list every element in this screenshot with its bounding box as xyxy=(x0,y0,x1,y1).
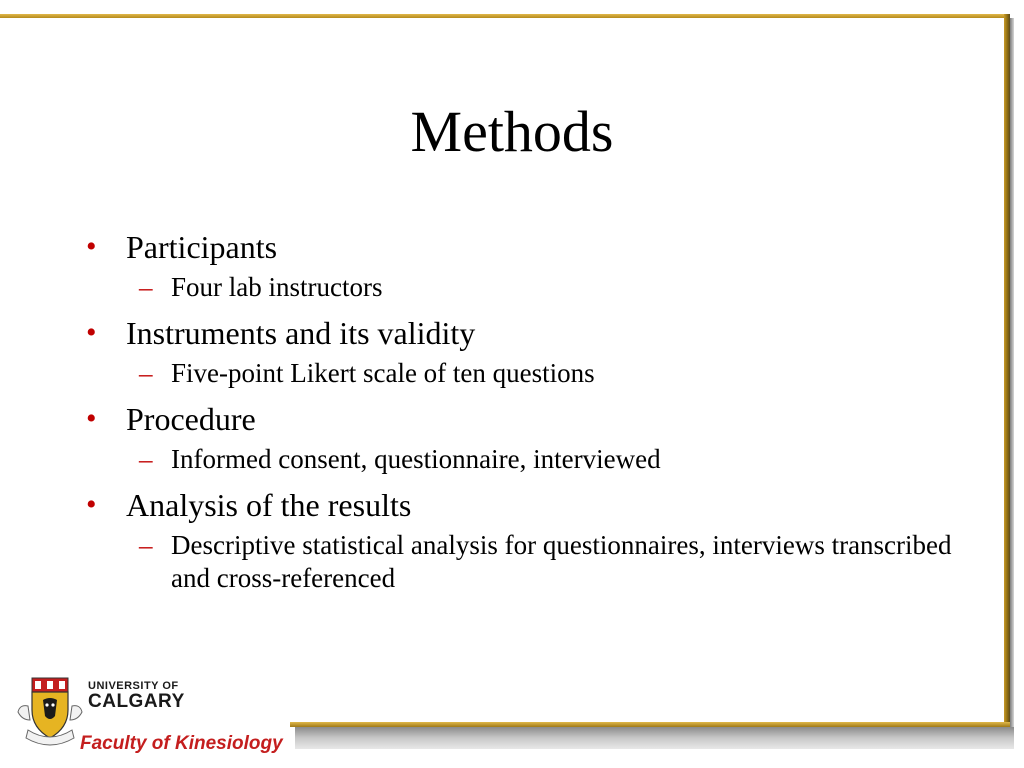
sub-bullet-text: Four lab instructors xyxy=(171,272,383,302)
sub-bullet-item xyxy=(86,357,986,390)
sub-bullet-marker: – xyxy=(139,272,153,302)
university-name-line1: UNIVERSITY OF xyxy=(88,680,179,692)
bullet-text: Procedure xyxy=(126,401,256,437)
sub-bullet-marker: – xyxy=(139,444,153,474)
faculty-name: Faculty of Kinesiology xyxy=(80,733,283,754)
bullet-list xyxy=(86,228,986,595)
sub-bullet-item xyxy=(86,443,986,476)
sub-bullet-item xyxy=(86,529,986,595)
bullet-marker: • xyxy=(86,402,97,435)
bullet-marker: • xyxy=(86,488,97,521)
frame-top-border xyxy=(0,14,1006,18)
sub-bullet-text: Informed consent, questionnaire, interviewed xyxy=(171,444,661,474)
sub-bullet-item xyxy=(86,271,986,304)
sub-bullet-text: Descriptive statistical analysis for questionnaires, interviews transcribed and cross-referenced xyxy=(171,530,952,593)
sub-bullet-marker: – xyxy=(139,358,153,388)
bullet-marker: • xyxy=(86,316,97,349)
bullet-item xyxy=(86,228,986,266)
bullet-marker: • xyxy=(86,230,97,263)
bullet-text: Participants xyxy=(126,229,278,265)
sub-bullet-text: Five-point Likert scale of ten questions xyxy=(171,358,595,388)
bullet-item xyxy=(86,314,986,352)
university-name-line2: CALGARY xyxy=(88,691,185,712)
slide-title: Methods xyxy=(410,99,614,164)
footer-gray-bar xyxy=(295,727,1014,749)
bullet-text: Instruments and its validity xyxy=(126,315,476,351)
university-logo xyxy=(10,676,300,764)
bullet-item xyxy=(86,486,986,524)
crest-icon xyxy=(16,676,84,748)
bullet-item xyxy=(86,400,986,438)
sub-bullet-marker: – xyxy=(139,530,153,560)
bullet-text: Analysis of the results xyxy=(126,487,412,523)
